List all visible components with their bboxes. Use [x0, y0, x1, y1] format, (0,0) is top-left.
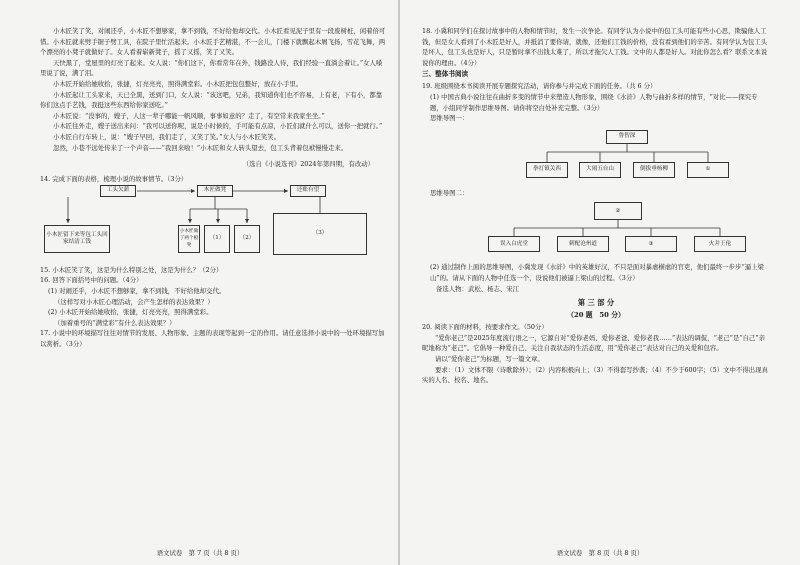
story-text	[40, 26, 386, 153]
mindmap-1-label: 思维导图一：	[430, 114, 469, 123]
mindmap-2-label: 思维导图二：	[430, 188, 469, 197]
mindmap-2-root-blank: ②	[594, 202, 642, 220]
flow-leaf-waiting: 小木匠留下来等包工头回家结清工钱	[44, 225, 110, 253]
story-paragraph: 小木匠往外走，嫂子送出来问：“我可以送你呢，说是小时候的，手可能有点凉，小匠们就什么可以，送你一把就行。”	[53, 122, 383, 131]
mindmap-2-child: 误入白虎堂	[488, 236, 540, 252]
story-paragraph: 天快黑了，堂屋里的灯亮了起来。女人说：“你们这下，你看常年在外，钱路没人待，我们经验一直淌会着让。”女人嗓里说了说，满了泪。	[40, 58, 383, 78]
story-paragraph: 小木匠起让工头家来，天已全黑，送到门口，女人说：“该这吧，兄弟，我知道你们也不容易，上有老，下有小，都靠你们这点手艺钱，我挺这些东西给你家送吃。”	[40, 90, 383, 110]
candidate-characters: 备选人物：武松、杨志、宋江	[436, 284, 520, 293]
essay-requirements: 要求：（1）文体不限（诗歌除外）；（2）内容积极向上；（3）不得套写抄袭；（4）不少于600字；（5）文中不得出现真实的人名、校名、地名。	[422, 365, 768, 385]
question-16-2: (2) 小木匠开始给她收拾，张捷，灯亮亮亮，照得满堂彩。	[48, 308, 213, 317]
question-16-1-prompt: （这样写对小木匠心理活动，会产生怎样的表达效果？）	[54, 297, 214, 306]
question-20: 20. 阅读下面的材料，按要求作文。（50分）	[422, 323, 548, 332]
mindmap-1	[422, 124, 770, 188]
question-19-1: (1) 中国古典小说往往在曲折多变的情节中来塑造人物形象，围绕《水浒》人物与曲折多样的情节，“对比——探究专题，小组同学制作思维导图。请你将空白处补充完整。（3分）	[430, 92, 758, 112]
page-footer-8: 语文试卷 第 8 页（共 8 页）	[556, 549, 644, 557]
part-3-subtitle: （20 题 50 分）	[567, 311, 625, 320]
flow-leaf-blank-3: （3）	[273, 213, 367, 255]
flow-leaf-blank-1: （1）	[204, 225, 230, 253]
question-14: 14. 完成下面的表格，梳理小说的故事情节。（3分）	[40, 175, 188, 184]
question-19: 19. 班级围绕本书阅读开展专题探究活动，请你参与并完成下面的任务。（共 6 分）	[422, 82, 657, 91]
mindmap-2-blank: ③	[625, 236, 677, 252]
mindmap-1-root: 鲁智深	[606, 130, 648, 144]
section-3-heading: 三、整体书阅读	[422, 70, 469, 79]
mindmap-2-child: 火并王伦	[694, 236, 746, 252]
question-17: 17. 小说中的环境描写往往对情节的发展、人物形象、主题的表现等起到一定的作用。请任意选择小说中的一处环境描写加以赏析。（3分）	[40, 329, 385, 348]
plot-flowchart	[40, 185, 386, 265]
question-19-2: (2) 通过制作上面的思维导图，小冀发现《水浒》中的英雄好汉，不只是面对暴虐横虐的官吏，他们最终一步步“逼上梁山”的。请从下面的人物中任选一个，设说他们被逼上梁山的过程。（3分）	[430, 263, 764, 282]
flow-box-wage-arrears: 工头欠薪	[100, 185, 136, 197]
mindmap-1-child: 拳打镇关西	[526, 162, 568, 178]
source-note: （选自《小说选刊》2024年第四期，有改动）	[242, 160, 374, 169]
question-16-1: (1) 对闹还乎，小木匠不想够家，拿不到钱，不好给他却交代。	[48, 286, 226, 295]
flow-leaf-blank-2: （2）	[234, 225, 260, 253]
question-16-2-prompt: （加着重号的“满堂彩”有什么表达效果？）	[54, 318, 176, 327]
story-paragraph: 小木匠开始给她收拾，张捷，灯亮亮亮，照得满堂彩。小木匠把包包整好，放在小手里。	[53, 79, 303, 88]
story-paragraph: 小木匠说：“没事的，嫂子，人这一辈子哪能一帆风顺，事事如意的？走了，有空常来我家坐坐。”	[53, 111, 325, 120]
mindmap-2-child: 刺配沧州道	[557, 236, 609, 252]
mindmap-1-child: 大闹五台山	[579, 162, 621, 178]
question-15: 15. 小木匠笑了笑，这是为什么特别之处，这是为什么？（2分）	[40, 265, 223, 274]
mindmap-1-blank: ①	[687, 162, 729, 178]
story-paragraph: 小木匠笑了笑，对闹还乎，小木匠不想够家，拿不到钱，不好给他却交代。小木匠看见泥子里有一段废树桩，闲着倍可惜。小木匠就来劈手锯子劈工具，在院子里忙活起来。小木匠手艺精湛，不一会儿，门楼下就飘起木屑飞扬，雪花飞舞，两个漂亮的小凳子就做好了。女人看着崭新凳子，摇了又摇，笑了又笑。	[40, 27, 386, 57]
part-3-title: 第 三 部 分	[577, 298, 615, 308]
essay-instruction: 请以“爱你老己”为标题，写一篇文章。	[435, 354, 544, 363]
essay-material: “爱你老己”是2025年度流行语之一，它源自对“爱你老妈、爱你老爸、爱你老我……”表达的调侃，“老己”是“自己”亲昵地称为“老己”。它倡导一种爱自己、关注自我状态的生活态度，用“爱你老己”表达对自己的关爱和包容。	[422, 333, 765, 353]
question-18: 18. 小冀和同学们在探讨故事中的人物和情节时，发生一次争论。有同学认为小说中的包工头可能有些小心思，欺骗他人工钱，但是女人看到了小木匠是好人，并抵消了要你请，就像，还他们工钱的价格，没有看到他们的辛苦。有同学认为包工头是坏人，包工头也是好人，只是暂时拿不出钱太难了，所以才拖欠人工钱。文中的人都是好人。对此你怎么看？联系文本说说你的理由。（4分）	[422, 27, 768, 67]
question-16: 16. 回答下面括号中的问题。（4分）	[40, 276, 143, 285]
right-page	[400, 0, 800, 565]
flow-box-carpenter-stools: 木匠做凳	[197, 185, 233, 197]
page-footer-7: 语文试卷 第 7 页（共 8 页）	[156, 549, 244, 557]
mindmap-1-connectors	[422, 124, 770, 188]
story-paragraph: 忽然，小巷不远处传来了一个声音——“我回来啦！”小木匠和女人转头望去，包工头背着包袱慢慢走来。	[53, 143, 348, 152]
mindmap-2	[422, 198, 770, 262]
mindmap-1-child: 倒拔垂杨柳	[633, 162, 675, 178]
story-paragraph: 小木匠自行车转上，说：“嫂子早回，我们走了，又笑了笑。”女人与小木匠笑笑。	[53, 132, 281, 141]
flow-leaf-stools: 小木匠做了两个板凳	[178, 225, 200, 253]
flow-box-repay-hope: 还账有望	[290, 185, 326, 197]
